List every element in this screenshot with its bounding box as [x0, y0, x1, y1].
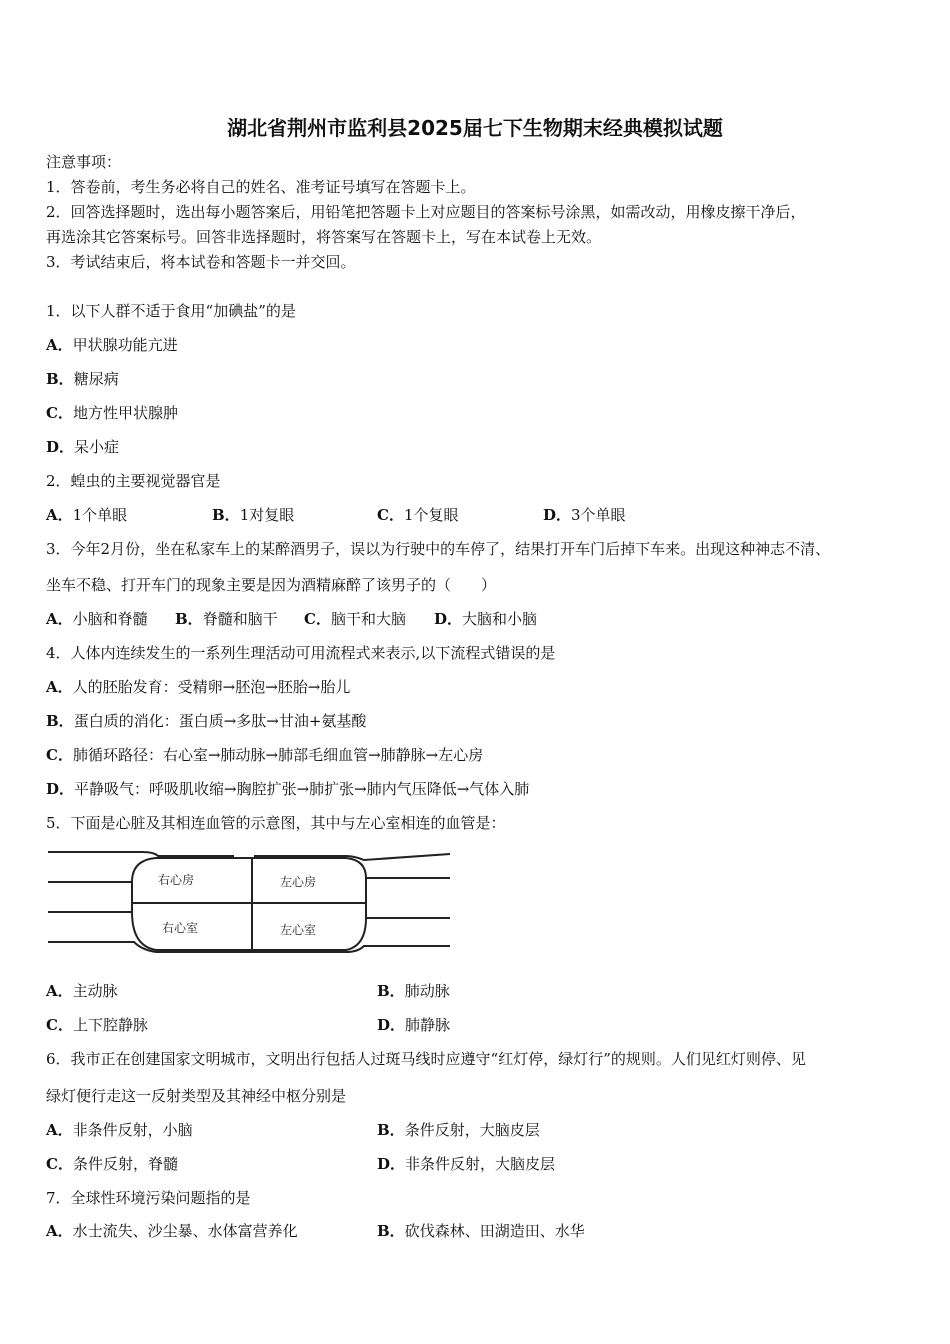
option-text: 主动脉 [72, 982, 118, 1000]
option-text: 小脑和脊髓 [72, 610, 148, 628]
option-text: 条件反射，脊髓 [72, 1155, 178, 1173]
question-6-stem-line1: 6．我市正在创建国家文明城市，文明出行包括人过斑马线时应遵守“红灯停，绿灯行”的规则。人们见红灯则停、见 [46, 1050, 806, 1068]
question-3-option-d [434, 609, 537, 629]
notice-item: 1．答卷前，考生务必将自己的姓名、准考证号填写在答题卡上。 [46, 178, 476, 196]
option-letter: C． [304, 610, 331, 628]
notice-item: 3．考试结束后，将本试卷和答题卡一并交回。 [46, 253, 356, 271]
option-letter: B． [46, 370, 74, 388]
question-3-option-a [46, 609, 148, 629]
question-6-option-a [46, 1120, 193, 1140]
option-letter: A． [46, 506, 73, 524]
notice-item: 再选涂其它答案标号。回答非选择题时，将答案写在答题卡上，写在本试卷上无效。 [46, 228, 602, 246]
question-2-option-c [377, 505, 459, 525]
question-4-option-c [46, 745, 483, 765]
option-letter: A． [46, 982, 73, 1000]
option-text: 水士流失、沙尘暴、水体富营养化 [72, 1222, 298, 1240]
question-2-option-b [212, 505, 294, 525]
question-6-option-c [46, 1154, 178, 1174]
question-1-option-a [46, 335, 178, 355]
option-text: 3个单眼 [571, 506, 626, 524]
option-text: 砍伐森林、田湖造田、水华 [404, 1222, 585, 1240]
notice-heading: 注意事项： [46, 153, 122, 171]
question-3-stem-line2: 坐车不稳、打开车门的现象主要是因为酒精麻醉了该男子的（ ） [46, 576, 497, 594]
option-letter: D． [46, 780, 75, 798]
question-5-option-c [46, 1015, 148, 1035]
diagram-label-right-atrium: 右心房 [158, 873, 195, 887]
option-letter: B． [377, 1222, 405, 1240]
question-1-option-d [46, 437, 119, 457]
question-1-stem: 1．以下人群不适于食用“加碘盐”的是 [46, 302, 296, 320]
question-6-option-b [377, 1120, 540, 1140]
option-text: 非条件反射，小脑 [72, 1121, 193, 1139]
heart-diagram [46, 846, 452, 958]
option-text: 肺循环路径：右心室→肺动脉→肺部毛细血管→肺静脉→左心房 [72, 746, 484, 764]
option-letter: C． [377, 506, 404, 524]
question-1-option-b [46, 369, 119, 389]
question-2-option-a [46, 505, 127, 525]
option-letter: B． [175, 610, 203, 628]
option-letter: D． [434, 610, 463, 628]
option-letter: B． [46, 712, 74, 730]
option-text: 呆小症 [74, 438, 120, 456]
option-text: 甲状腺功能亢进 [72, 336, 178, 354]
option-text: 蛋白质的消化：蛋白质→多肽→甘油+氨基酸 [73, 712, 367, 730]
question-5-option-a [46, 981, 118, 1001]
diagram-vessel-left [48, 882, 132, 912]
diagram-label-left-ventricle: 左心室 [280, 923, 317, 937]
diagram-vessel-right [366, 878, 450, 918]
option-text: 上下腔静脉 [72, 1016, 148, 1034]
option-letter: B． [212, 506, 240, 524]
option-letter: C． [46, 1155, 73, 1173]
question-2-option-d [543, 505, 626, 525]
option-text: 1个单眼 [72, 506, 128, 524]
question-5-stem: 5．下面是心脏及其相连血管的示意图，其中与左心室相连的血管是： [46, 814, 506, 832]
question-4-stem: 4．人体内连续发生的一系列生理活动可用流程式来表示,以下流程式错误的是 [46, 644, 556, 662]
diagram-label-left-atrium: 左心房 [280, 875, 317, 889]
question-3-option-b [175, 609, 278, 629]
question-7-stem: 7．全球性环境污染问题指的是 [46, 1189, 251, 1207]
notice-item: 2．回答选择题时，选出每小题答案后，用铅笔把答题卡上对应题目的答案标号涂黑，如需改动，用橡皮擦干净后， [46, 203, 806, 221]
option-letter: D． [377, 1016, 406, 1034]
option-letter: D． [46, 438, 75, 456]
question-7-option-a [46, 1221, 298, 1241]
option-letter: D． [377, 1155, 406, 1173]
question-7-option-b [377, 1221, 585, 1241]
option-letter: B． [377, 1121, 405, 1139]
question-6-option-d [377, 1154, 555, 1174]
question-4-option-b [46, 711, 366, 731]
option-text: 糖尿病 [73, 370, 119, 388]
option-letter: B． [377, 982, 405, 1000]
page-title: 湖北省荆州市监利县2025届七下生物期末经典模拟试题 [227, 116, 723, 140]
option-letter: C． [46, 1016, 73, 1034]
option-text: 1个复眼 [403, 506, 459, 524]
question-1-option-c [46, 403, 178, 423]
question-5-option-d [377, 1015, 450, 1035]
option-text: 地方性甲状腺肿 [72, 404, 178, 422]
option-text: 条件反射，大脑皮层 [404, 1121, 540, 1139]
option-text: 平静吸气：呼吸肌收缩→胸腔扩张→肺扩张→肺内气压降低→气体入肺 [74, 780, 530, 798]
option-letter: A． [46, 610, 73, 628]
option-letter: C． [46, 404, 73, 422]
option-text: 脑干和大脑 [330, 610, 406, 628]
option-letter: A． [46, 1222, 73, 1240]
option-text: 肺动脉 [404, 982, 450, 1000]
diagram-label-right-ventricle: 右心室 [162, 921, 199, 935]
option-letter: A． [46, 678, 73, 696]
diagram-vessel-top-left [48, 852, 234, 856]
question-2-stem: 2．蝗虫的主要视觉器官是 [46, 472, 221, 490]
option-letter: A． [46, 336, 73, 354]
option-text: 1对复眼 [239, 506, 295, 524]
option-letter: A． [46, 1121, 73, 1139]
question-4-option-d [46, 779, 529, 799]
option-letter: C． [46, 746, 73, 764]
question-4-option-a [46, 677, 350, 697]
option-text: 非条件反射，大脑皮层 [405, 1155, 556, 1173]
option-text: 大脑和小脑 [462, 610, 538, 628]
question-5-option-b [377, 981, 450, 1001]
option-text: 肺静脉 [405, 1016, 451, 1034]
option-text: 脊髓和脑干 [202, 610, 278, 628]
question-3-option-c [304, 609, 406, 629]
option-letter: D． [543, 506, 572, 524]
question-6-stem-line2: 绿灯便行走这一反射类型及其神经中枢分别是 [46, 1087, 347, 1105]
question-3-stem-line1: 3．今年2月份，坐在私家车上的某醉酒男子，误以为行驶中的车停了，结果打开车门后掉下车来。出现这种神志不清、 [46, 540, 831, 558]
option-text: 人的胚胎发育：受精卵→胚泡→胚胎→胎儿 [72, 678, 351, 696]
